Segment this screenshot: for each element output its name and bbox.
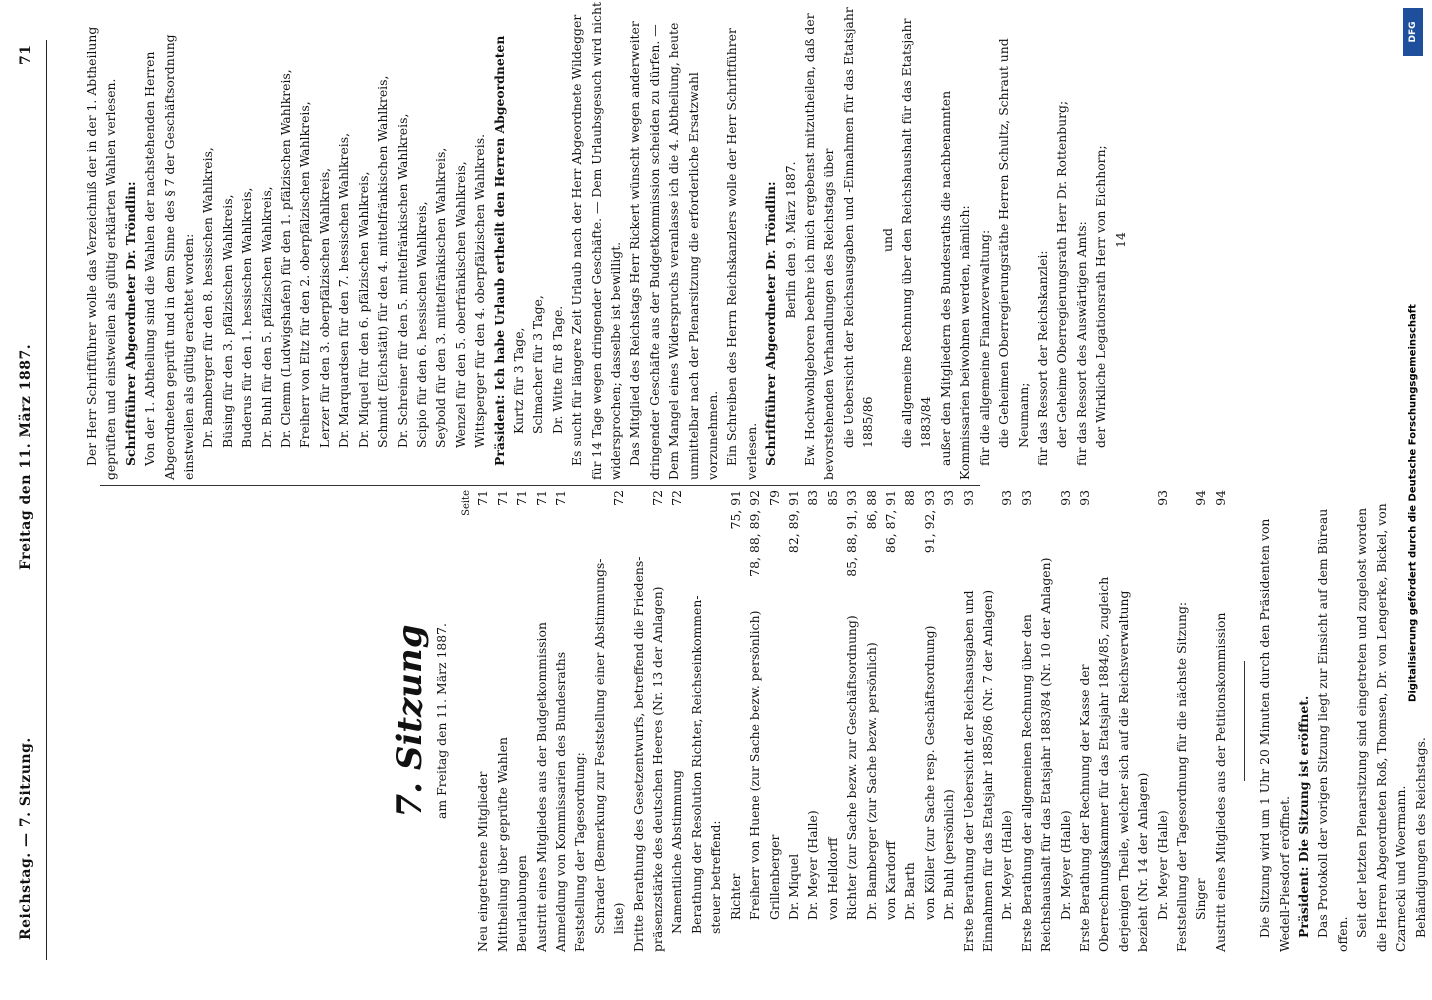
toc-entry-text: Beurlaubungen — [514, 855, 530, 952]
toc-entry — [629, 490, 648, 952]
toc-page-number: 94 — [1193, 490, 1209, 506]
toc-page-number: 85 — [824, 490, 840, 506]
text-paragraph: 14 — [1112, 232, 1128, 248]
table-of-contents — [473, 490, 1230, 952]
text-paragraph: Schmidt (Eichstätt) für den 4. mittelfränkischen Wahlkreis, — [375, 75, 391, 448]
toc-entry-text: Dr. Miquel — [785, 853, 801, 920]
toc-page-number: 71 — [533, 490, 549, 506]
toc-entry-text: Richter — [727, 873, 743, 920]
dfg-credit: Digitalisierung gefördert durch die Deutsche Forschungsgemeinschaft — [1407, 304, 1419, 702]
toc-page-number: 93 — [960, 490, 976, 506]
text-paragraph: Die Sitzung wird um 1 Uhr 20 Minuten durch den Präsidenten von Wedell-Piesdorf eröffnet. — [1257, 518, 1292, 952]
toc-entry-text: Grillenberger — [766, 834, 782, 920]
toc-entry — [493, 490, 512, 952]
text-paragraph: Präsident: Die Sitzung ist eröffnet. — [1296, 695, 1312, 938]
toc-entry-text: Erste Berathung der Rechnung der Kasse der Oberrechnungskammer für das Etatsjahr 1884/85, zugleich derjenigen Theile, welcher sich auf die Reichsverwaltung bezieht (Nr. 14 der Anlagen) — [1077, 576, 1151, 952]
toc-entry-text: Neu eingetretene Mitglieder — [475, 771, 491, 952]
toc-entry — [920, 490, 939, 952]
toc-entry-text: Dr. Barth — [902, 862, 918, 920]
toc-entry — [590, 490, 609, 952]
text-paragraph: Dr. Buhl für den 5. pfälzischen Wahlkreis, — [258, 186, 274, 448]
text-paragraph: für die allgemeine Finanzverwaltung: — [976, 229, 992, 466]
toc-page-number: 72 — [669, 490, 685, 506]
text-paragraph: Dr. Bamberger für den 8. hessischen Wahlkreis, — [200, 147, 216, 448]
toc-entry — [1172, 490, 1191, 952]
text-paragraph: Wittsperger für den 4. oberpfälzischen Wahlkreis. — [472, 133, 488, 448]
toc-page-number: 91, 92, 93 — [921, 490, 937, 554]
text-paragraph: Dr. Witte für 8 Tage. — [549, 305, 565, 434]
toc-entry — [745, 490, 764, 952]
toc-page-number: 93 — [999, 490, 1015, 506]
toc-page-number: 72 — [611, 490, 627, 506]
header-rule — [46, 40, 47, 960]
toc-entry — [1211, 490, 1230, 952]
toc-entry-text: Mittheilung über geprüfte Wahlen — [494, 736, 510, 952]
toc-entry — [997, 490, 1016, 952]
toc-page-number: 82, 89, 91 — [785, 490, 801, 554]
text-paragraph: Lerzer für den 3. oberpfälzischen Wahlkreis, — [316, 167, 332, 448]
toc-entry-text: Feststellung der Tagesordnung: — [572, 752, 588, 952]
toc-entry — [784, 490, 803, 952]
toc-entry — [765, 490, 784, 952]
toc-page-number: 93 — [1057, 490, 1073, 506]
toc-page-number: 71 — [475, 490, 491, 506]
toc-page-number: 71 — [514, 490, 530, 506]
toc-entry-text: Austritt eines Mitgliedes aus der Budgetkommission — [533, 622, 549, 952]
text-paragraph: Es sucht für längere Zeit Urlaub nach der Herr Abgeordnete Wildegger für 14 Tage wegen dringender Geschäfte. — Dem Urlaubsgesuch wird nicht widersprochen; dasselbe ist bewilligt. — [569, 2, 623, 480]
toc-entry — [609, 490, 628, 952]
toc-entry-text: Singer — [1193, 878, 1209, 920]
text-paragraph: Scipio für den 6. hessischen Wahlkreis, — [413, 201, 429, 448]
toc-page-number: 86, 87, 91 — [882, 490, 898, 554]
toc-entry — [706, 490, 725, 952]
toc-entry — [959, 490, 998, 952]
text-paragraph: Kurtz für 3 Tage, — [510, 327, 526, 434]
header-left: Reichstag. — 7. Sitzung. — [18, 737, 34, 940]
column-divider — [100, 485, 980, 486]
text-paragraph: Schriftführer Abgeordneter Dr. Tröndlin: — [122, 181, 138, 466]
text-paragraph: Sclmacher für 3 Tage, — [530, 295, 546, 434]
text-paragraph: Büsing für den 3. pfälzischen Wahlkreis, — [219, 194, 235, 448]
toc-entry — [1191, 490, 1210, 952]
toc-entry — [1056, 490, 1075, 952]
toc-page-number: 93 — [1154, 490, 1170, 506]
toc-entry — [551, 490, 570, 952]
toc-entry — [648, 490, 667, 952]
text-paragraph: der Geheime Oberregierungsrath Herr Dr. Rottenburg; — [1054, 100, 1070, 448]
text-paragraph: für das Ressort der Reichskanzlei: — [1034, 250, 1050, 466]
dfg-logo: DFG — [1403, 8, 1423, 56]
toc-entry-text: Anmeldung von Kommissarien des Bundesraths — [553, 651, 569, 952]
toc-entry — [1153, 490, 1172, 952]
text-paragraph: Der Herr Schriftführer wolle das Verzeichniß der in der 1. Abtheilung geprüften und einstweilen als gültig erklärten Wahlen verlesen. — [84, 26, 119, 480]
toc-page-number: 86, 88 — [863, 490, 879, 530]
text-paragraph: Berlin den 9. März 1887. — [782, 161, 798, 319]
text-paragraph: Das Protokoll der vorigen Sitzung liegt zur Einsicht auf dem Büreau offen. — [1315, 508, 1350, 952]
toc-entry — [803, 490, 822, 952]
toc-page-number: 94 — [1212, 490, 1228, 506]
toc-entry-text: Austritt eines Mitgliedes aus der Petitionskommission — [1212, 612, 1228, 952]
text-paragraph: Von der 1. Abtheilung sind die Wahlen der nachstehenden Herren Abgeordneten geprüft und in dem Sinne des § 7 der Geschäftsordnung einstweilen als gültig erachtet worden: — [142, 34, 197, 480]
text-paragraph: Wenzel für den 5. oberfränkischen Wahlkreis, — [452, 161, 468, 448]
toc-entry — [1017, 490, 1056, 952]
sitting-title: 7. Sitzung — [390, 624, 430, 818]
toc-entry — [939, 490, 958, 952]
right-body-text — [82, 0, 1130, 480]
text-paragraph: Buderus für den 1. hessischen Wahlkreis, — [239, 187, 255, 448]
header-date: Freitag den 11. März 1887. — [18, 343, 34, 570]
toc-page-number: 71 — [553, 490, 569, 506]
toc-entry — [570, 490, 589, 952]
toc-seite-label: Seite — [461, 490, 473, 516]
text-paragraph: für das Ressort des Auswärtigen Amts: — [1073, 221, 1089, 466]
toc-entry — [512, 490, 531, 952]
toc-page-number: 85, 88, 91, 93 — [844, 490, 860, 577]
text-paragraph: und — [879, 228, 895, 252]
toc-entry — [726, 490, 745, 952]
page-number: 71 — [18, 44, 34, 65]
toc-entry — [532, 490, 551, 952]
text-paragraph: Seybold für den 3. mittelfränkischen Wahlkreis, — [433, 147, 449, 448]
text-paragraph: die Geheimen Oberregierungsräthe Herren Schultz, Schraut und Neumann; — [996, 38, 1031, 448]
toc-page-number: 88 — [902, 490, 918, 506]
toc-entry-text: Freiherr von Huene (zur Sache bezw. persönlich) — [747, 610, 763, 920]
toc-entry-text: Berathung der Resolution Richter, Reichseinkommen- — [688, 595, 704, 934]
toc-entry-text: Dritte Berathung des Gesetzentwurfs, betreffend die Friedens- — [630, 556, 646, 952]
toc-entry-text: Schrader (Bemerkung zur Feststellung einer Abstimmungs- — [591, 558, 607, 934]
toc-entry-text: Dr. Meyer (Halle) — [999, 810, 1015, 920]
sitting-subtitle: am Freitag den 11. März 1887. — [434, 623, 449, 819]
toc-entry-text: Erste Berathung der allgemeinen Rechnung über den Reichshaushalt für das Etatsjahr 1883/84 (Nr. 10 der Anlagen) — [1018, 557, 1054, 952]
text-paragraph: die allgemeine Rechnung über den Reichshaushalt für das Etatsjahr 1883/84 — [899, 18, 934, 448]
text-paragraph: Behändigungen des Reichstags. — [1412, 737, 1428, 938]
toc-entry-text: von Helldorff — [824, 837, 840, 920]
toc-entry-text: Erste Berathung der Uebersicht der Reichsausgaben und Einnahmen für das Etatsjahr 1885/86 (Nr. 7 der Anlagen) — [960, 589, 995, 952]
text-paragraph: der Wirkliche Legationsrath Herr von Eichhorn; — [1093, 145, 1109, 448]
text-paragraph: Dr. Clemm (Ludwigshafen) für den 1. pfälzischen Wahlkreis, — [278, 69, 294, 448]
text-paragraph: Dr. Marquardsen für den 7. hessischen Wahlkreis, — [336, 132, 352, 448]
toc-entry — [667, 490, 686, 952]
separator — [1244, 661, 1245, 781]
toc-entry — [687, 490, 706, 952]
text-paragraph: Das Mitglied des Reichstags Herr Rickert wünscht wegen anderweiter dringender Geschäfte aus der Budgetkommission scheiden zu dürfen. — Dem Mangel eines Widerspruchs veranlasse ich die 4. Abtheilung, heute unmittelbar nach der Plenarsitzung die erforderliche Ersatzwahl vorzunehmen. — [627, 21, 720, 480]
toc-entry-text: Dr. Buhl (persönlich) — [941, 789, 957, 920]
toc-entry-text: präsenzstärke des deutschen Heeres (Nr. 13 der Anlagen) — [650, 586, 666, 952]
text-paragraph: Dr. Miquel für den 6. pfälzischen Wahlkreis, — [355, 171, 371, 448]
text-paragraph: Präsident: Ich habe Urlaub ertheilt den Herren Abgeordneten — [491, 35, 507, 466]
toc-entry-text: Dr. Bamberger (zur Sache bezw. persönlich) — [863, 642, 879, 920]
toc-entry — [823, 490, 842, 952]
toc-entry-text: Richter (zur Sache bezw. zur Geschäftsordnung) — [844, 615, 860, 920]
text-paragraph: Seit der letzten Plenarsitzung sind eingetreten und zugelost worden die Herren Abgeordneten Roß, Thomsen, Dr. von Lengerke, Bickel, von Czarnecki und Woermann. — [1354, 503, 1409, 952]
toc-entry — [862, 490, 881, 952]
toc-entry-text: Dr. Meyer (Halle) — [805, 810, 821, 920]
text-paragraph: die Uebersicht der Reichsausgaben und -Einnahmen für das Etatsjahr 1885/86 — [840, 7, 876, 448]
toc-entry-text: steuer betreffend: — [708, 820, 724, 934]
toc-entry — [881, 490, 900, 952]
toc-page-number: 93 — [1018, 490, 1034, 506]
text-paragraph: Ew. Hochwohlgeboren beehre ich mich ergebenst mitzutheilen, daß der bevorstehenden Verhandlungen des Reichstags über — [802, 13, 837, 480]
toc-page-number: 75, 91 — [727, 490, 743, 530]
left-column — [382, 490, 1430, 952]
right-column — [82, 0, 1130, 480]
text-paragraph: Dr. Schreiner für den 5. mittelfränkischen Wahlkreis, — [394, 113, 410, 448]
toc-entry — [473, 490, 492, 952]
dfg-sidebar — [1402, 8, 1424, 998]
toc-page-number: 78, 88, 89, 92 — [747, 490, 763, 577]
text-paragraph: Freiherr von Eltz für den 2. oberpfälzischen Wahlkreis, — [297, 101, 313, 448]
toc-entry — [842, 490, 861, 952]
toc-page-number: 93 — [941, 490, 957, 506]
toc-page-number: 71 — [494, 490, 510, 506]
toc-entry-text: von Köller (zur Sache resp. Geschäftsordnung) — [921, 625, 937, 920]
text-paragraph: Schriftführer Abgeordneter Dr. Tröndlin: — [763, 181, 779, 466]
toc-page-number: 72 — [650, 490, 666, 506]
toc-entry-text: Dr. Meyer (Halle) — [1154, 810, 1170, 920]
toc-entry — [1075, 490, 1153, 952]
toc-entry-text: Feststellung der Tagesordnung für die nächste Sitzung: — [1174, 601, 1190, 952]
toc-entry-text: Namentliche Abstimmung — [669, 770, 685, 934]
toc-entry — [900, 490, 919, 952]
toc-entry-text: liste) — [611, 902, 627, 934]
toc-page-number: 93 — [1077, 490, 1092, 506]
toc-entry-text: Dr. Meyer (Halle) — [1057, 810, 1073, 920]
text-paragraph: Ein Schreiben des Herrn Reichskanzlers wolle der Herr Schriftführer verlesen. — [724, 28, 759, 480]
toc-page-number: 83 — [805, 490, 821, 506]
toc-page-number: 79 — [766, 490, 782, 506]
toc-entry-text: von Kardorff — [882, 840, 898, 920]
text-paragraph: außer den Mitgliedern des Bundesraths die nachbenannten Kommissarien beiwohnen werden, nämlich: — [937, 90, 973, 480]
